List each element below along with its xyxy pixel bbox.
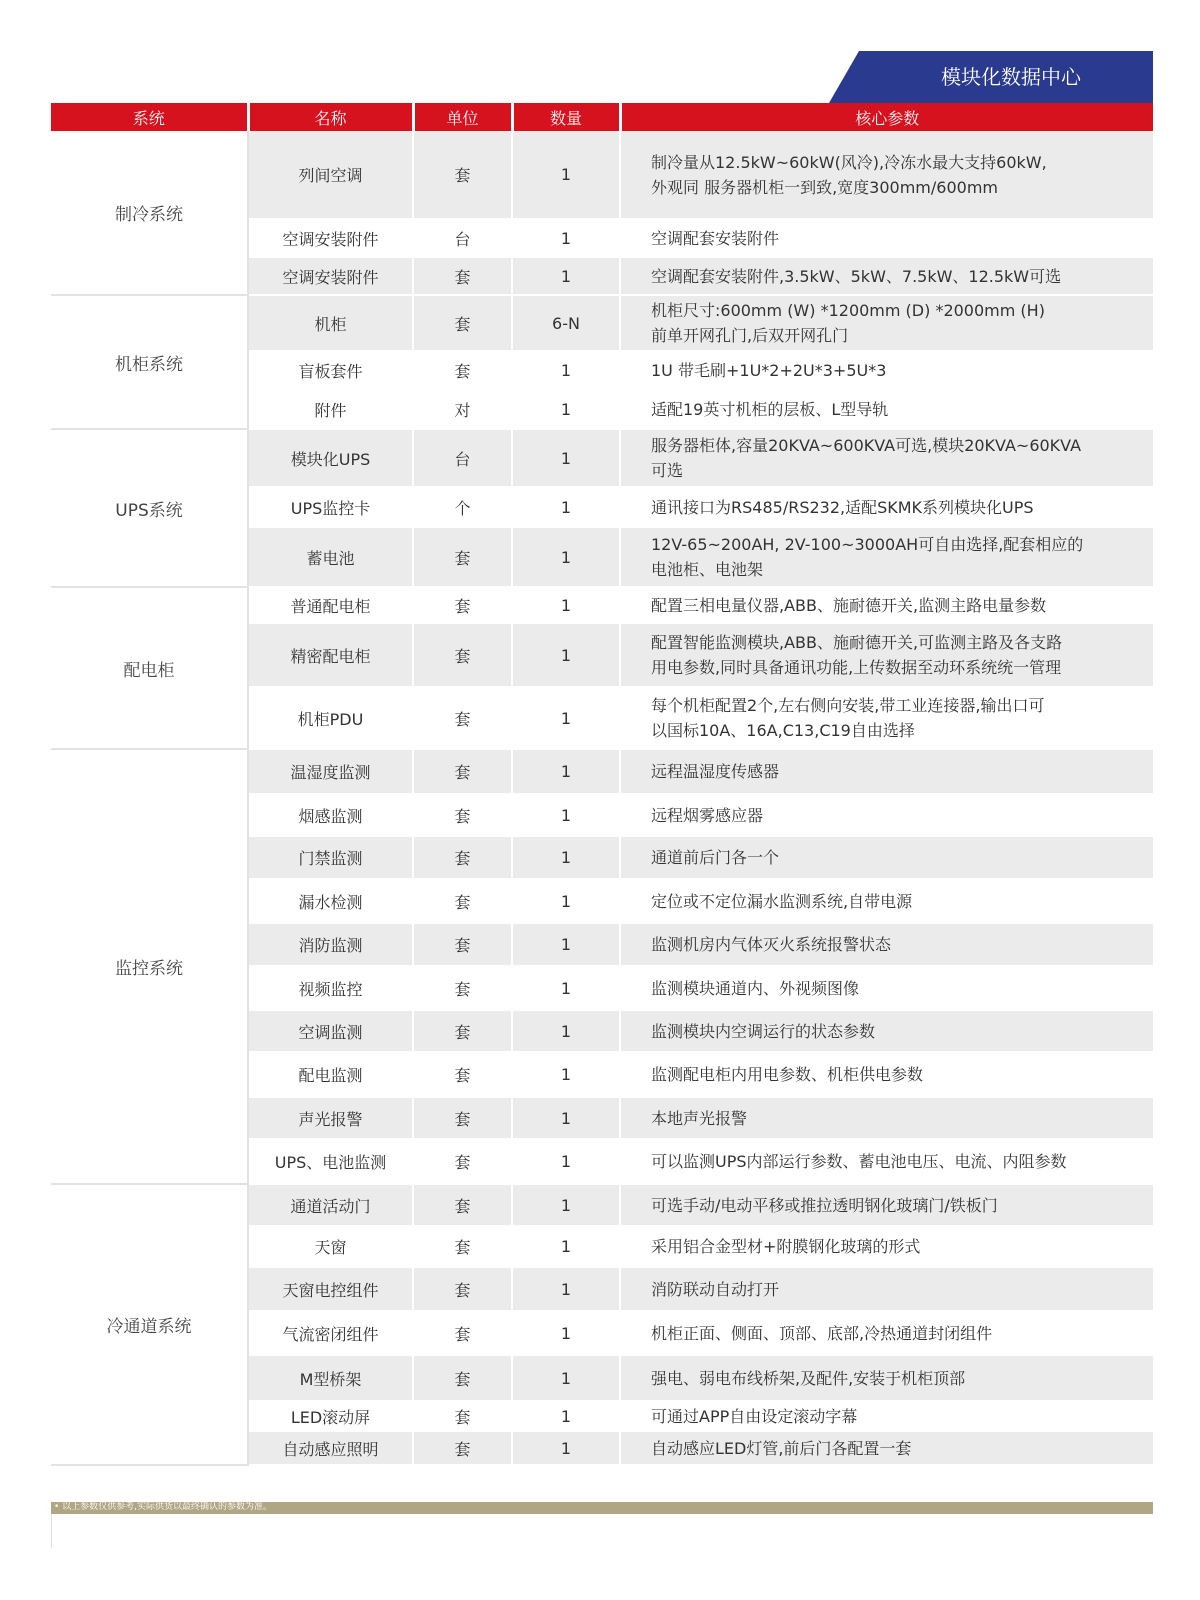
params-line: 机柜正面、侧面、顶部、底部,冷热通道封闭组件 <box>651 1323 993 1343</box>
unit-cell: 套 <box>413 923 512 966</box>
quantity-cell: 1 <box>512 1401 620 1431</box>
quantity-cell: 1 <box>512 966 620 1010</box>
params-line: 可通过APP自由设定滚动字幕 <box>651 1406 858 1426</box>
params-cell <box>620 923 1153 966</box>
divider <box>51 1514 52 1548</box>
params-line: 适配19英寸机柜的层板、L型导轨 <box>651 399 889 419</box>
params-cell <box>620 794 1153 836</box>
name-cell: 配电监测 <box>248 1052 413 1097</box>
system-cell: UPS系统 <box>51 429 248 587</box>
quantity-cell: 1 <box>512 429 620 487</box>
system-cell: 冷通道系统 <box>51 1184 248 1465</box>
name-cell: M型桥架 <box>248 1355 413 1401</box>
unit-cell: 套 <box>413 1052 512 1097</box>
system-cell: 监控系统 <box>51 749 248 1184</box>
quantity-cell: 6-N <box>512 295 620 351</box>
params-cell <box>620 1431 1153 1465</box>
params-cell <box>620 1226 1153 1267</box>
column-header-name: 名称 <box>248 103 413 131</box>
params-line: 前单开网孔门,后双开网孔门 <box>651 326 849 345</box>
table-row <box>51 295 1153 351</box>
params-cell <box>620 389 1153 429</box>
params-line: 强电、弱电布线桥架,及配件,安装于机柜顶部 <box>651 1368 966 1388</box>
params-line: 可以监测UPS内部运行参数、蓄电池电压、电流、内阻参数 <box>651 1152 1067 1171</box>
params-line: 监测配电柜内用电参数、机柜供电参数 <box>651 1065 924 1084</box>
quantity-cell: 1 <box>512 1097 620 1139</box>
footer-note: • 以上参数仅供参考,实际供货以最终确认的参数为准。 <box>54 1502 273 1512</box>
unit-cell: 套 <box>413 1097 512 1139</box>
unit-cell: 套 <box>413 794 512 836</box>
unit-cell: 套 <box>413 131 512 219</box>
params-cell <box>620 1097 1153 1139</box>
name-cell: 空调监测 <box>248 1010 413 1052</box>
quantity-cell: 1 <box>512 879 620 923</box>
name-cell: 机柜PDU <box>248 687 413 749</box>
params-cell <box>620 587 1153 623</box>
params-line: 机柜尺寸:600mm (W) *1200mm (D) *2000mm (H) <box>651 301 1045 320</box>
params-line: 定位或不定位漏水监测系统,自带电源 <box>651 891 913 911</box>
quantity-cell: 1 <box>512 1139 620 1184</box>
quantity-cell: 1 <box>512 1184 620 1226</box>
name-cell: 消防监测 <box>248 923 413 966</box>
params-cell <box>620 487 1153 527</box>
params-line: 外观同 服务器机柜一到致,宽度300mm/600mm <box>651 177 998 197</box>
name-cell: 门禁监测 <box>248 836 413 879</box>
quantity-cell: 1 <box>512 1355 620 1401</box>
params-cell <box>620 527 1153 587</box>
params-line: 电池柜、电池架 <box>651 560 764 579</box>
params-cell <box>620 1184 1153 1226</box>
params-line: 采用铝合金型材+附膜钢化玻璃的形式 <box>651 1237 921 1256</box>
params-line: 制冷量从12.5kW~60kW(风冷),冷冻水最大支持60kW, <box>651 152 1047 172</box>
params-line: 本地声光报警 <box>651 1108 748 1128</box>
unit-cell: 套 <box>413 587 512 623</box>
unit-cell: 套 <box>413 1401 512 1431</box>
name-cell: 视频监控 <box>248 966 413 1010</box>
table-body <box>51 131 1153 1465</box>
quantity-cell: 1 <box>512 1267 620 1311</box>
params-line: 可选手动/电动平移或推拉透明钢化玻璃门/铁板门 <box>651 1195 998 1215</box>
column-header-quantity: 数量 <box>512 103 620 131</box>
unit-cell: 套 <box>413 1267 512 1311</box>
params-line: 通道前后门各一个 <box>651 848 780 867</box>
quantity-cell: 1 <box>512 351 620 389</box>
unit-cell: 套 <box>413 527 512 587</box>
name-cell: 普通配电柜 <box>248 587 413 623</box>
quantity-cell: 1 <box>512 389 620 429</box>
unit-cell: 套 <box>413 1431 512 1465</box>
unit-cell: 套 <box>413 1184 512 1226</box>
quantity-cell: 1 <box>512 219 620 257</box>
params-line: 服务器柜体,容量20KVA~600KVA可选,模块20KVA~60KVA <box>651 436 1082 455</box>
name-cell: 空调安装附件 <box>248 257 413 295</box>
quantity-cell: 1 <box>512 487 620 527</box>
system-cell: 制冷系统 <box>51 131 248 295</box>
unit-cell: 套 <box>413 966 512 1010</box>
unit-cell: 套 <box>413 1311 512 1355</box>
params-line: 配置三相电量仪器,ABB、施耐德开关,监测主路电量参数 <box>651 595 1047 615</box>
system-cell: 机柜系统 <box>51 295 248 429</box>
params-line: 配置智能监测模块,ABB、施耐德开关,可监测主路及各支路 <box>651 633 1063 652</box>
name-cell: 漏水检测 <box>248 879 413 923</box>
table-row <box>51 429 1153 487</box>
unit-cell: 套 <box>413 623 512 687</box>
params-cell <box>620 1052 1153 1097</box>
params-line: 监测模块内空调运行的状态参数 <box>651 1021 876 1041</box>
unit-cell: 个 <box>413 487 512 527</box>
params-cell <box>620 295 1153 351</box>
quantity-cell: 1 <box>512 687 620 749</box>
name-cell: 自动感应照明 <box>248 1431 413 1465</box>
params-cell <box>620 1355 1153 1401</box>
quantity-cell: 1 <box>512 794 620 836</box>
params-line: 以国标10A、16A,C13,C19自由选择 <box>651 721 915 740</box>
system-cell: 配电柜 <box>51 587 248 749</box>
quantity-cell: 1 <box>512 1010 620 1052</box>
quantity-cell: 1 <box>512 587 620 623</box>
params-line: 远程温湿度传感器 <box>651 762 780 781</box>
section-title: 模块化数据中心 <box>941 65 1081 89</box>
params-cell <box>620 429 1153 487</box>
params-cell <box>620 1311 1153 1355</box>
name-cell: 模块化UPS <box>248 429 413 487</box>
params-cell <box>620 836 1153 879</box>
name-cell: 机柜 <box>248 295 413 351</box>
unit-cell: 套 <box>413 1139 512 1184</box>
params-line: 空调配套安装附件 <box>651 228 780 248</box>
name-cell: 烟感监测 <box>248 794 413 836</box>
unit-cell: 对 <box>413 389 512 429</box>
name-cell: LED滚动屏 <box>248 1401 413 1431</box>
spec-table <box>51 103 1153 1466</box>
unit-cell: 台 <box>413 219 512 257</box>
params-line: 通讯接口为RS485/RS232,适配SKMK系列模块化UPS <box>651 497 1034 517</box>
name-cell: UPS、电池监测 <box>248 1139 413 1184</box>
unit-cell: 套 <box>413 1355 512 1401</box>
quantity-cell: 1 <box>512 257 620 295</box>
params-line: 用电参数,同时具备通讯功能,上传数据至动环系统统一管理 <box>651 658 1062 677</box>
column-header-params: 核心参数 <box>620 103 1153 131</box>
params-cell <box>620 219 1153 257</box>
unit-cell: 台 <box>413 429 512 487</box>
table-row <box>51 587 1153 623</box>
unit-cell: 套 <box>413 1226 512 1267</box>
params-line: 自动感应LED灯管,前后门各配置一套 <box>651 1438 912 1458</box>
quantity-cell: 1 <box>512 1052 620 1097</box>
unit-cell: 套 <box>413 879 512 923</box>
table-row <box>51 749 1153 794</box>
quantity-cell: 1 <box>512 131 620 219</box>
section-tab <box>829 51 1153 103</box>
params-cell <box>620 879 1153 923</box>
unit-cell: 套 <box>413 257 512 295</box>
params-cell <box>620 623 1153 687</box>
name-cell: 蓄电池 <box>248 527 413 587</box>
quantity-cell: 1 <box>512 836 620 879</box>
name-cell: 天窗 <box>248 1226 413 1267</box>
table-row <box>51 131 1153 219</box>
name-cell: 精密配电柜 <box>248 623 413 687</box>
quantity-cell: 1 <box>512 623 620 687</box>
params-cell <box>620 1267 1153 1311</box>
params-line: 监测机房内气体灭火系统报警状态 <box>651 935 892 954</box>
params-line: 消防联动自动打开 <box>651 1279 780 1299</box>
params-cell <box>620 1010 1153 1052</box>
quantity-cell: 1 <box>512 749 620 794</box>
params-cell <box>620 966 1153 1010</box>
params-cell <box>620 351 1153 389</box>
quantity-cell: 1 <box>512 923 620 966</box>
name-cell: 附件 <box>248 389 413 429</box>
params-line: 空调配套安装附件,3.5kW、5kW、7.5kW、12.5kW可选 <box>651 266 1062 286</box>
quantity-cell: 1 <box>512 1311 620 1355</box>
params-cell <box>620 1401 1153 1431</box>
name-cell: 通道活动门 <box>248 1184 413 1226</box>
params-line: 监测模块通道内、外视频图像 <box>651 978 860 998</box>
params-line: 每个机柜配置2个,左右侧向安装,带工业连接器,输出口可 <box>651 696 1045 715</box>
unit-cell: 套 <box>413 351 512 389</box>
name-cell: 天窗电控组件 <box>248 1267 413 1311</box>
unit-cell: 套 <box>413 687 512 749</box>
unit-cell: 套 <box>413 836 512 879</box>
params-cell <box>620 131 1153 219</box>
name-cell: UPS监控卡 <box>248 487 413 527</box>
name-cell: 温湿度监测 <box>248 749 413 794</box>
quantity-cell: 1 <box>512 1431 620 1465</box>
unit-cell: 套 <box>413 295 512 351</box>
unit-cell: 套 <box>413 1010 512 1052</box>
column-header-unit: 单位 <box>413 103 512 131</box>
params-line: 1U 带毛刷+1U*2+2U*3+5U*3 <box>651 360 887 380</box>
quantity-cell: 1 <box>512 1226 620 1267</box>
params-cell <box>620 687 1153 749</box>
params-line: 12V-65~200AH, 2V-100~3000AH可自由选择,配套相应的 <box>651 535 1084 554</box>
params-cell <box>620 749 1153 794</box>
name-cell: 气流密闭组件 <box>248 1311 413 1355</box>
unit-cell: 套 <box>413 749 512 794</box>
column-header-system: 系统 <box>51 103 248 131</box>
name-cell: 盲板套件 <box>248 351 413 389</box>
params-line: 远程烟雾感应器 <box>651 805 764 825</box>
table-header-row <box>51 103 1153 131</box>
name-cell: 列间空调 <box>248 131 413 219</box>
params-line: 可选 <box>651 461 684 480</box>
quantity-cell: 1 <box>512 527 620 587</box>
params-cell <box>620 257 1153 295</box>
name-cell: 空调安装附件 <box>248 219 413 257</box>
table-row <box>51 1184 1153 1226</box>
params-cell <box>620 1139 1153 1184</box>
name-cell: 声光报警 <box>248 1097 413 1139</box>
